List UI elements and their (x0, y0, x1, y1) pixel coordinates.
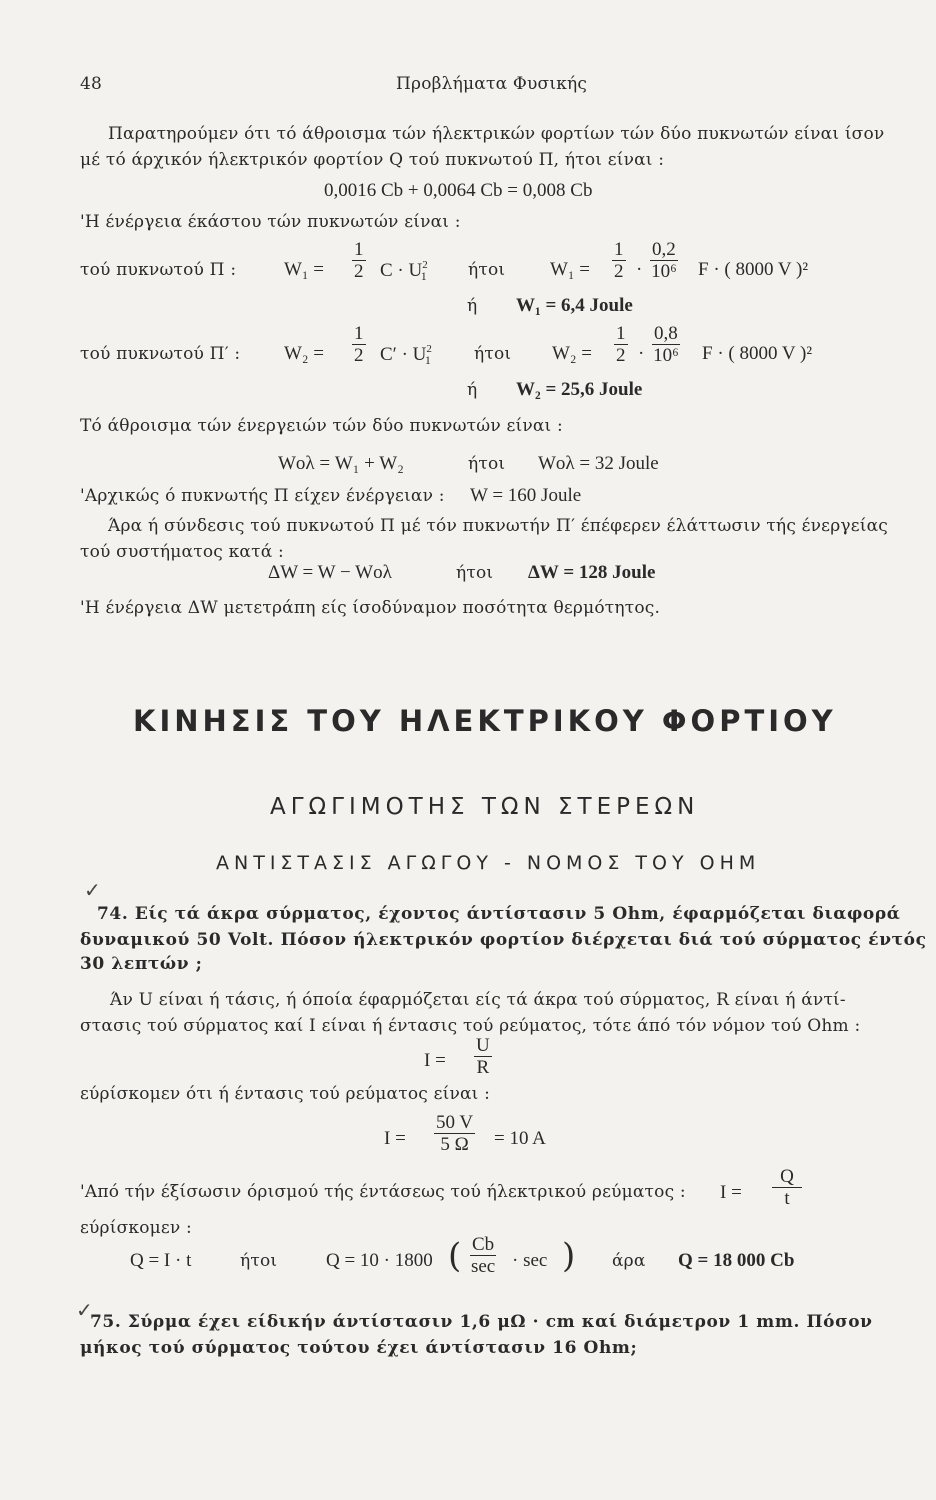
definition-lhs: I = (720, 1182, 742, 1203)
definition-numerator: Q (780, 1166, 794, 1187)
find-sentence: εύρίσκομεν : (80, 1218, 192, 1238)
problem-75-line-2: μήκος τού σύρματος τούτου έχει άντίστασιν 16 Ohm; (80, 1338, 638, 1358)
conclusion-line-2: τού συστήματος κατά : (80, 542, 284, 562)
half-fraction-1 (352, 240, 366, 281)
or-2: ή (467, 380, 478, 400)
running-title: Προβλήματα Φυσικής (396, 74, 588, 94)
half-fraction-2b (614, 324, 628, 365)
w1-lhs: W₁ = (284, 259, 325, 280)
capacitance-denominator: 10⁶ (651, 261, 677, 282)
itoi-3: ήτοι (468, 454, 506, 474)
half-denominator: 2 (354, 345, 364, 366)
exponent-2: 2 (422, 259, 428, 271)
ara: άρα (612, 1251, 646, 1271)
delta-equation: ΔW = W − Wολ (268, 562, 392, 583)
capacitance-numerator: 0,8 (654, 323, 678, 344)
capacitor-2-label: τού πυκνωτού Π′ : (80, 344, 241, 364)
half-numerator: 1 (354, 323, 364, 344)
page-number: 48 (80, 74, 103, 94)
half-fraction-1b (612, 240, 626, 281)
section-heading: ΑΓΩΓΙΜΟΤΗΣ ΤΩΝ ΣΤΕΡΕΩΝ (270, 794, 700, 820)
intro-line-2: μέ τό άρχικόν ήλεκτρικόν φορτίον Q τού πυκνωτού Π, ήτοι είναι : (80, 150, 665, 170)
dot: · (636, 259, 643, 280)
right-paren: ) (562, 1236, 576, 1276)
charge-sum-equation: 0,0016 Cb + 0,0064 Cb = 0,008 Cb (324, 180, 593, 201)
final-sentence: 'Η ένέργεια ΔW μετετράπη είς ίσοδύναμον ποσότητα θερμότητος. (80, 598, 661, 618)
half-numerator: 1 (354, 239, 364, 260)
conclusion-line-1: Άρα ή σύνδεσις τού πυκνωτού Π μέ τόν πυκνωτήν Π′ έπέφερεν έλάττωσιν τής ένεργείας (108, 516, 889, 536)
check-mark-icon: ✓ (76, 1298, 93, 1322)
half-denominator: 2 (616, 345, 626, 366)
total-sentence: Τό άθροισμα τών ένεργειών τών δύο πυκνωτών είναι : (80, 416, 563, 436)
dot: · (638, 343, 645, 364)
w2-result: W₂ = 25,6 Joule (516, 379, 643, 400)
unit-denominator: sec (470, 1256, 496, 1277)
current-denominator: 5 Ω (440, 1134, 469, 1155)
w2-lhs: W₂ = (284, 343, 325, 364)
calc-lhs: I = (384, 1128, 406, 1149)
total-equation: Wολ = W₁ + W₂ (278, 453, 404, 474)
current-fraction (434, 1113, 475, 1154)
definition-sentence: 'Από τήν έξίσωσιν όρισμού τής έντάσεως τού ήλεκτρικού ρεύματος : (80, 1182, 686, 1202)
sec-term: · sec (512, 1250, 548, 1271)
half-denominator: 2 (614, 261, 624, 282)
itoi-1: ήτοι (468, 260, 506, 280)
find-current-sentence: εύρίσκομεν ότι ή έντασις τού ρεύματος είναι : (80, 1084, 491, 1104)
definition-fraction (772, 1167, 802, 1208)
solution-line-1: Άν U είναι ή τάσις, ή όποία έφαρμόζεται είς τά άκρα τού σύρματος, R είναι ή άντί- (110, 990, 846, 1010)
problem-74-line-1: 74. Είς τά άκρα σύρματος, έχοντος άντίστασιν 5 Ohm, έφαρμόζεται διαφορά (97, 904, 901, 924)
initial-energy-label: 'Αρχικώς ό πυκνωτής Π είχεν ένέργειαν : (80, 486, 445, 506)
capacitor-1-label: τού πυκνωτού Π : (80, 260, 237, 280)
half-fraction-2 (352, 324, 366, 365)
cu-squared-1 (380, 259, 427, 284)
solution-line-2: στασις τού σύρματος καί I είναι ή έντασις τού ρεύματος, τότε άπό τόν νόμον τού Ohm : (80, 1016, 861, 1036)
calc-rhs: = 10 A (494, 1128, 546, 1149)
charge-result: Q = 18 000 Cb (678, 1250, 795, 1271)
problem-74-line-3: 30 λεπτών ; (80, 954, 203, 974)
cu-term: C′ · U (380, 344, 427, 365)
charge-formula: Q = I · t (130, 1250, 192, 1271)
itoi-5: ήτοι (240, 1251, 278, 1271)
problem-75-line-1: 75. Σύρμα έχει είδικήν άντίστασιν 1,6 μΩ · cm καί διάμετρον 1 mm. Πόσον (90, 1312, 873, 1332)
subscript-1: 1 (424, 353, 431, 367)
ohm-fraction (474, 1036, 492, 1077)
w2-lhs-2: W₂ = (552, 343, 593, 364)
total-result: Wολ = 32 Joule (538, 453, 659, 474)
cu-term: C · U (380, 260, 423, 281)
charge-calc: Q = 10 · 1800 (326, 1250, 433, 1271)
voltage-term-1: F · ( 8000 V )² (698, 259, 809, 280)
half-numerator: 1 (616, 323, 626, 344)
left-paren: ( (448, 1236, 462, 1276)
half-numerator: 1 (614, 239, 624, 260)
voltage-term-2: F · ( 8000 V )² (702, 343, 813, 364)
ohm-numerator: U (476, 1035, 490, 1056)
w1-result: W₁ = 6,4 Joule (516, 295, 633, 316)
itoi-2: ήτοι (474, 344, 512, 364)
check-mark-icon: ✓ (84, 878, 101, 902)
initial-energy-equation: W = 160 Joule (470, 485, 582, 506)
capacitance-fraction-1 (650, 240, 678, 281)
problem-74-line-2: δυναμικού 50 Volt. Πόσον ήλεκτρικόν φορτίον διέρχεται διά τού σύρματος έντός (80, 930, 927, 950)
ohm-denominator: R (476, 1057, 490, 1078)
itoi-4: ήτοι (456, 563, 494, 583)
delta-result: ΔW = 128 Joule (528, 562, 656, 583)
w1-lhs-2: W₁ = (550, 259, 591, 280)
intro-line-1: Παρατηρούμεν ότι τό άθροισμα τών ήλεκτρικών φορτίων τών δύο πυκνωτών είναι ίσον (108, 124, 885, 144)
subsection-heading: ΑΝΤΙΣΤΑΣΙΣ ΑΓΩΓΟΥ - ΝΟΜΟΣ ΤΟΥ ΟΗΜ (216, 852, 761, 874)
energy-each-sentence: 'Η ένέργεια έκάστου τών πυκνωτών είναι : (80, 212, 461, 232)
capacitance-fraction-2 (652, 324, 680, 365)
subscript-1: 1 (420, 269, 427, 283)
capacitance-denominator: 10⁶ (653, 345, 679, 366)
or-1: ή (467, 296, 478, 316)
ohm-lhs: I = (424, 1050, 446, 1071)
current-numerator: 50 V (436, 1112, 474, 1133)
unit-numerator: Cb (472, 1234, 495, 1255)
chapter-heading: ΚΙΝΗΣΙΣ ΤΟΥ ΗΛΕΚΤΡΙΚΟΥ ΦΟΡΤΙΟΥ (133, 704, 837, 738)
capacitance-numerator: 0,2 (652, 239, 676, 260)
half-denominator: 2 (354, 261, 364, 282)
cu-squared-2 (380, 343, 431, 368)
definition-denominator: t (784, 1188, 790, 1209)
unit-fraction (470, 1235, 496, 1276)
exponent-2: 2 (426, 343, 432, 355)
